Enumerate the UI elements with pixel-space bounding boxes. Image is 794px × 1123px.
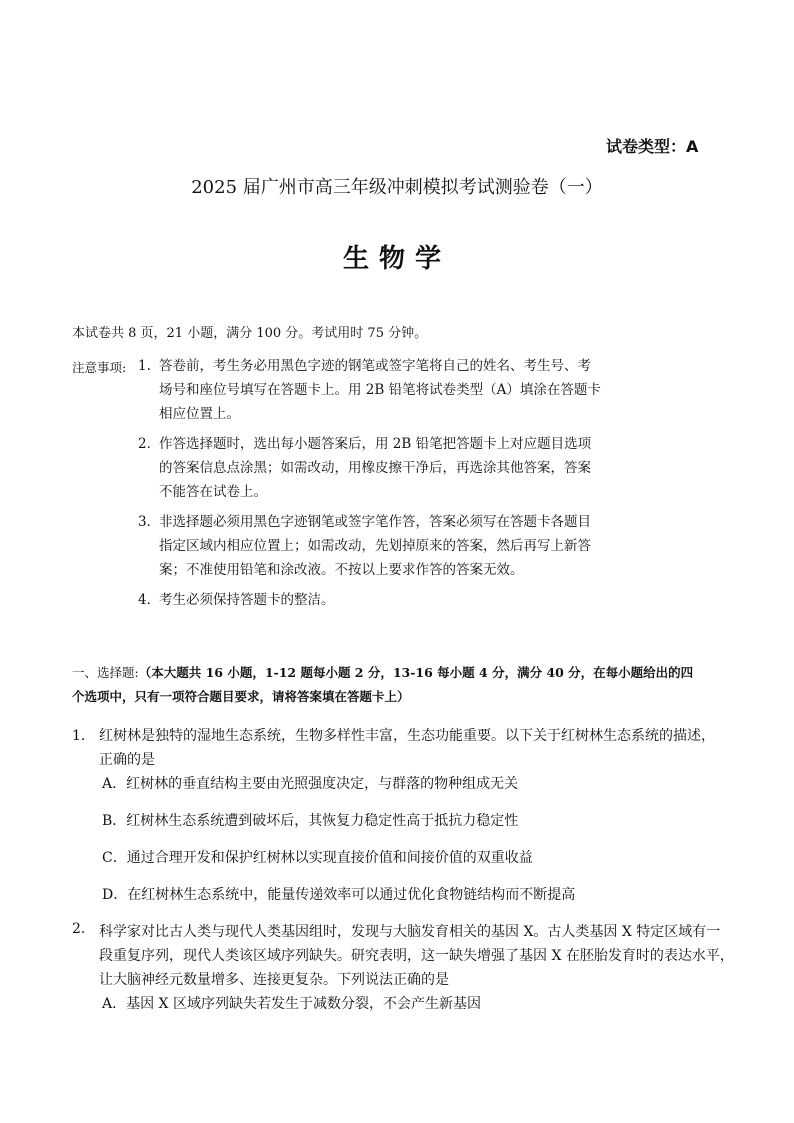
notice-item-line: 指定区域内相应位置上；如需改动，先划掉原来的答案，然后再写上新答 [159,538,591,554]
section-heading [72,661,693,685]
section-description-line: 个选项中，只有一项符合题目要求，请将答案填在答题卡上） [72,689,410,704]
option-b: B．红树林生态系统遭到破坏后，其恢复力稳定性高于抵抗力稳定性 [102,813,519,829]
notice-item-line: 非选择题必须用黑色字迹钢笔或签字笔作答，答案必须写在答题卡各题目 [159,514,591,530]
notice-item-line: 作答选择题时，选出每小题答案后，用 2B 铅笔把答题卡上对应题目选项 [159,436,592,452]
option-a: A．基因 X 区域序列缺失若发生于减数分裂，不会产生新基因 [102,996,481,1012]
notice-item-2 [138,432,591,504]
question-stem-line: 让大脑神经元数量增多、连接更复杂。下列说法正确的是 [99,972,449,988]
notice-item-line: 的答案信息点涂黑；如需改动，用橡皮擦干净后，再选涂其他答案，答案 [159,460,591,476]
question-stem-line: 科学家对比古人类与现代人类基因组时，发现与大脑发育相关的基因 X。古人类基因 X 特定区域有一 [99,924,721,940]
notice-item-line: 考生必须保持答题卡的整洁。 [159,592,335,608]
notice-item-number: 3． [138,514,161,530]
notice-item-line: 答卷前，考生务必用黑色字迹的钢笔或签字笔将自己的姓名、考生号、考 [159,358,591,374]
notice-item-line: 案；不准使用铅笔和涂改液。不按以上要求作答的答案无效。 [159,562,524,578]
exam-info: 本试卷共 8 页，21 小题，满分 100 分。考试用时 75 分钟。 [72,326,428,341]
notice-item-line: 相应位置上。 [159,406,240,422]
notice-item-number: 1. [138,358,151,374]
section-description-line: （本大题共 16 小题，1-12 题每小题 2 分，13-16 每小题 4 分，满分 40 分，在每小题给出的四 [138,665,694,680]
exam-title: 2025 届广州市高三年级冲刺模拟考试测验卷（一） [191,177,603,198]
notice-item-line: 场号和座位号填写在答题卡上。用 2B 铅笔将试卷类型（A）填涂在答题卡 [159,382,601,398]
option-c: C．通过合理开发和保护红树林以实现直接价值和间接价值的双重收益 [102,850,533,866]
question-number: 2. [72,921,86,937]
paper-type-label: 试卷类型：A [606,137,699,156]
notice-label: 注意事项: [72,360,127,375]
notice-item-number: 2． [138,436,161,452]
notice-item-4 [138,588,335,612]
section-heading-cont [72,685,410,709]
option-d: D．在红树林生态系统中，能量传递效率可以通过优化食物链结构而不断提高 [102,887,576,903]
notice-item-3 [138,510,591,582]
question-stem-line: 正确的是 [99,752,155,768]
notice-item-1 [138,354,601,426]
notice-item-line: 不能答在试卷上。 [159,484,267,500]
notice-item-number: 4． [138,592,161,608]
question-stem-line: 红树林是独特的湿地生态系统，生物多样性丰富，生态功能重要。以下关于红树林生态系统的描述， [99,728,715,744]
option-a: A．红树林的垂直结构主要由光照强度决定，与群落的物种组成无关 [102,776,519,792]
subject-title: 生物学 [342,244,451,274]
question-number: 1． [72,728,95,744]
section-title: 一、选择题: [72,665,139,680]
question-stem-line: 段重复序列，现代人类该区域序列缺失。研究表明，这一缺失增强了基因 X 在胚胎发育时的表达水平， [99,948,734,964]
